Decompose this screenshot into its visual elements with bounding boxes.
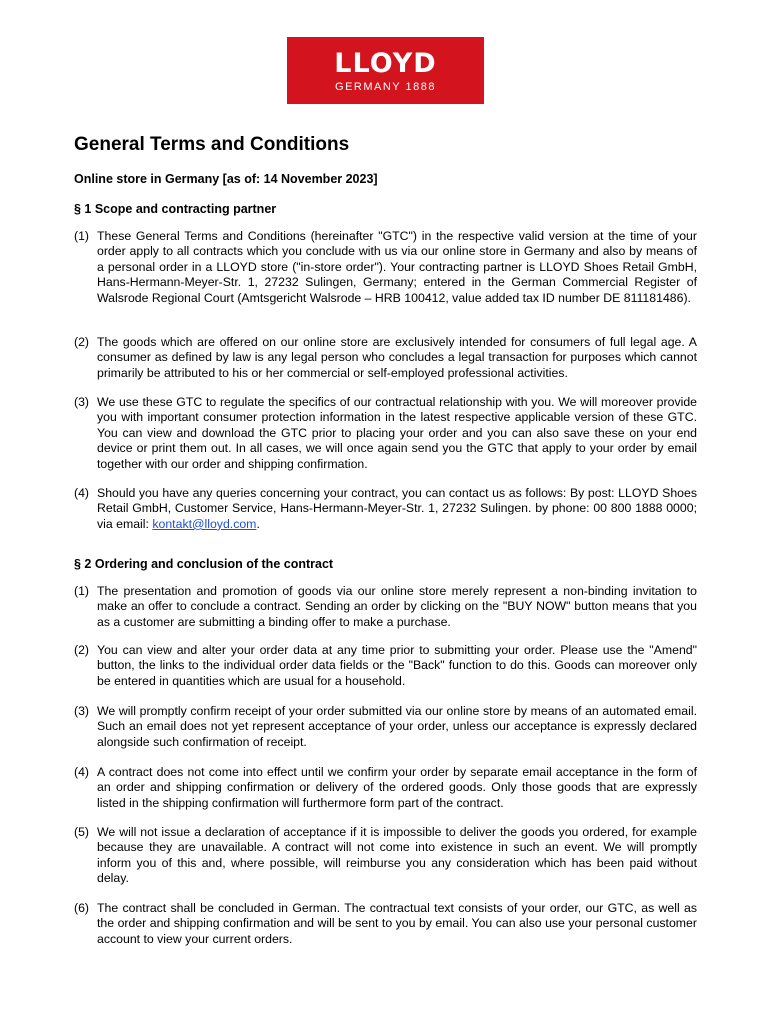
item-text-end: .: [256, 516, 260, 531]
item-text: We use these GTC to regulate the specifics of our contractual relationship with you. We will moreover provide you with important consumer protection information in the latest respective applicable version of these GTC. You can view and download the GTC prior to placing your order and you can also save these on your end device or print them out. In all cases, we will once again send you the GTC that apply to your order by email together with our order and shipping confirmation.: [97, 395, 697, 471]
item-text: The contract shall be concluded in German. The contractual text consists of your order, our GTC, as well as the order and shipping confirmation and will be sent to you by email. You can also use your personal customer account to view your current orders.: [97, 901, 697, 946]
section-1-item-2: [74, 335, 697, 381]
document-subtitle: Online store in Germany [as of: 14 November 2023]: [74, 172, 378, 186]
item-text: We will promptly confirm receipt of your order submitted via our online store by means of an automated email. Such an email does not yet represent acceptance of your order, unless our acceptance is expressly declared alongside such confirmation of receipt.: [97, 704, 697, 749]
section-2-heading: § 2 Ordering and conclusion of the contract: [74, 557, 334, 571]
logo-wordmark: LLOYD: [334, 48, 437, 79]
logo-tagline: GERMANY 1888: [335, 81, 436, 93]
lloyd-logo: [287, 37, 484, 104]
item-text-body: Should you have any queries concerning your contract, you can contact us as follows: By post: LLOYD Shoes Retail GmbH, Customer Service, Hans-Hermann-Meyer-Str. 1, 27232 Sulingen. by phone: 00 800 1888 0000; via email:: [97, 486, 697, 531]
item-text: These General Terms and Conditions (hereinafter "GTC") in the respective valid version at the time of your order apply to all contracts which you conclude with us via our online store in Germany and also by means of a personal order in a LLOYD store ("in-store order"). Your contracting partner is LLOYD Shoes Retail GmbH, Hans-Hermann-Meyer-Str. 1, 27232 Sulingen, Germany; entered in the German Commercial Register of Walsrode Regional Court (Amtsgericht Walsrode – HRB 100412, value added tax ID number DE 811181486).: [97, 229, 697, 305]
email-link[interactable]: kontakt@lloyd.com: [152, 516, 257, 531]
item-text: [97, 486, 697, 532]
section-2-item-6: [74, 901, 697, 947]
section-2-item-5: [74, 825, 697, 887]
item-number: (2): [74, 643, 90, 657]
item-number: (3): [74, 395, 90, 409]
section-1-item-4: [74, 486, 697, 532]
section-2-item-3: [74, 704, 697, 750]
section-2-item-2: [74, 643, 697, 689]
item-number: (1): [74, 584, 90, 598]
item-text: You can view and alter your order data at any time prior to submitting your order. Please use the "Amend" button, the links to the individual order data fields or the "Back" function to do this. Goods can moreover only be entered in quantities which are usual for a household.: [97, 643, 697, 688]
item-number: (2): [74, 335, 90, 349]
item-number: (3): [74, 704, 90, 718]
section-1-heading: § 1 Scope and contracting partner: [74, 202, 277, 216]
section-2-item-4: [74, 765, 697, 811]
section-1-item-3: [74, 395, 697, 472]
item-number: (6): [74, 901, 90, 915]
item-number: (5): [74, 825, 90, 839]
section-2-item-1: [74, 584, 697, 630]
item-number: (4): [74, 486, 90, 500]
item-text: We will not issue a declaration of acceptance if it is impossible to deliver the goods you ordered, for example because they are unavailable. A contract will not come into existence in such an event. We will promptly inform you of this and, where possible, will reimburse you any consideration which has been paid without delay.: [97, 825, 697, 886]
item-number: (1): [74, 229, 90, 243]
page-title: General Terms and Conditions: [74, 134, 350, 155]
item-text: The presentation and promotion of goods via our online store merely represent a non-binding invitation to make an offer to conclude a contract. Sending an order by clicking on the "BUY NOW" button means that you as a customer are submitting a binding offer to make a purchase.: [97, 584, 697, 629]
section-1-item-1: [74, 229, 697, 306]
item-text: A contract does not come into effect until we confirm your order by separate email acceptance in the form of an order and shipping confirmation or delivery of the ordered goods. Only those goods that are expressly listed in the shipping confirmation will furthermore form part of the contract.: [97, 765, 697, 810]
item-number: (4): [74, 765, 90, 779]
item-text: The goods which are offered on our online store are exclusively intended for consumers of full legal age. A consumer as defined by law is any legal person who concludes a legal transaction for purposes which cannot primarily be attributed to his or her commercial or self-employed professional activities.: [97, 335, 697, 380]
